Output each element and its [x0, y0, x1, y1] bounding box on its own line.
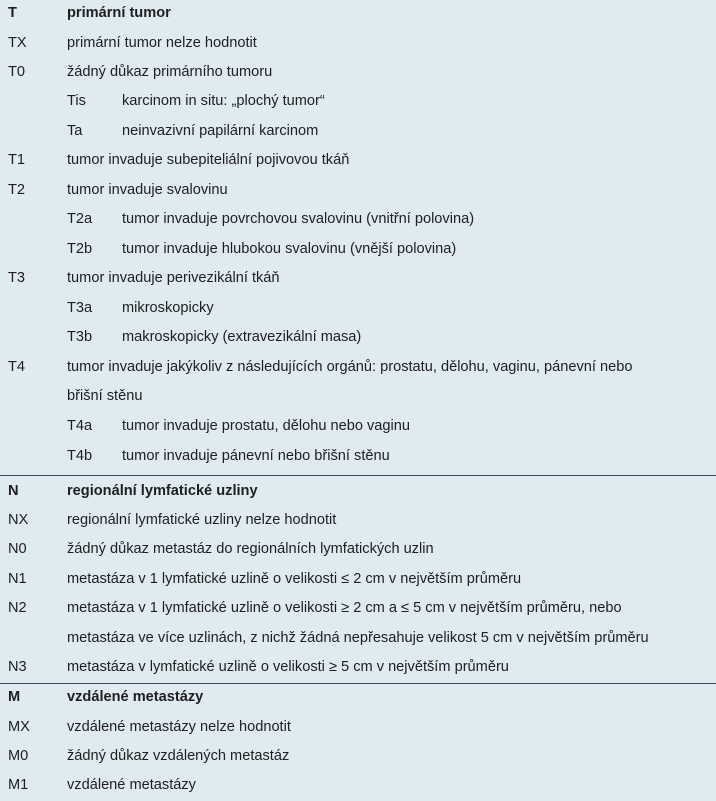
row-description: metastáza v lymfatické uzlině o velikosti ≥ 5 cm v největším průměru	[67, 659, 509, 675]
section-label: primární tumor	[67, 5, 171, 21]
row-description: tumor invaduje perivezikální tkáň	[67, 270, 280, 286]
row-code: Tis	[67, 93, 86, 109]
row-description: tumor invaduje prostatu, dělohu nebo vaginu	[122, 418, 411, 434]
section-label: regionální lymfatické uzliny	[67, 483, 258, 499]
row-code: T4	[8, 359, 26, 375]
row-code: T2a	[67, 211, 93, 227]
row-description: metastáza ve více uzlinách, z nichž žádná nepřesahuje velikost 5 cm v největším průměru	[67, 630, 649, 646]
row-description: žádný důkaz metastáz do regionálních lymfatických uzlin	[67, 541, 434, 557]
section-label: vzdálené metastázy	[67, 689, 204, 705]
row-description: tumor invaduje hlubokou svalovinu (vnější polovina)	[122, 241, 457, 257]
row-code: T2b	[67, 241, 93, 257]
row-description: mikroskopicky	[122, 300, 214, 316]
row-code: N2	[8, 600, 27, 616]
row-code: T1	[8, 152, 26, 168]
row-description: tumor invaduje svalovinu	[67, 182, 228, 198]
row-code: T3	[8, 270, 26, 286]
row-description: metastáza v 1 lymfatické uzlině o velikosti ≥ 2 cm a ≤ 5 cm v největším průměru, nebo	[67, 600, 622, 616]
section-code: T	[8, 5, 17, 21]
row-description: vzdálené metastázy nelze hodnotit	[67, 719, 291, 735]
row-code: T0	[8, 64, 26, 80]
section-divider	[0, 475, 716, 476]
row-description: tumor invaduje jakýkoliv z následujících orgánů: prostatu, dělohu, vaginu, pánevní nebo	[67, 359, 633, 375]
row-description: neinvazivní papilární karcinom	[122, 123, 319, 139]
row-code: M0	[8, 748, 29, 764]
section-code: M	[8, 689, 21, 705]
row-code: T4b	[67, 448, 93, 464]
row-code: T4a	[67, 418, 93, 434]
row-code: T3a	[67, 300, 93, 316]
row-description: žádný důkaz primárního tumoru	[67, 64, 273, 80]
row-description: primární tumor nelze hodnotit	[67, 35, 257, 51]
row-code: TX	[8, 35, 27, 51]
row-code: T3b	[67, 329, 93, 345]
row-description: tumor invaduje subepiteliální pojivovou tkáň	[67, 152, 350, 168]
row-description: vzdálené metastázy	[67, 777, 196, 793]
row-code: T2	[8, 182, 26, 198]
row-code: MX	[8, 719, 30, 735]
row-description: regionální lymfatické uzliny nelze hodnotit	[67, 512, 337, 528]
row-description: tumor invaduje pánevní nebo břišní stěnu	[122, 448, 390, 464]
row-code: Ta	[67, 123, 83, 139]
row-code: N1	[8, 571, 27, 587]
row-description: tumor invaduje povrchovou svalovinu (vnitřní polovina)	[122, 211, 475, 227]
section-code: N	[8, 483, 19, 499]
row-description: břišní stěnu	[67, 388, 143, 404]
row-code: N3	[8, 659, 27, 675]
row-code: NX	[8, 512, 29, 528]
row-description: makroskopicky (extravezikální masa)	[122, 329, 362, 345]
row-description: karcinom in situ: „plochý tumor“	[122, 93, 325, 109]
row-code: M1	[8, 777, 29, 793]
row-code: N0	[8, 541, 27, 557]
row-description: žádný důkaz vzdálených metastáz	[67, 748, 290, 764]
row-description: metastáza v 1 lymfatické uzlině o velikosti ≤ 2 cm v největším průměru	[67, 571, 522, 587]
